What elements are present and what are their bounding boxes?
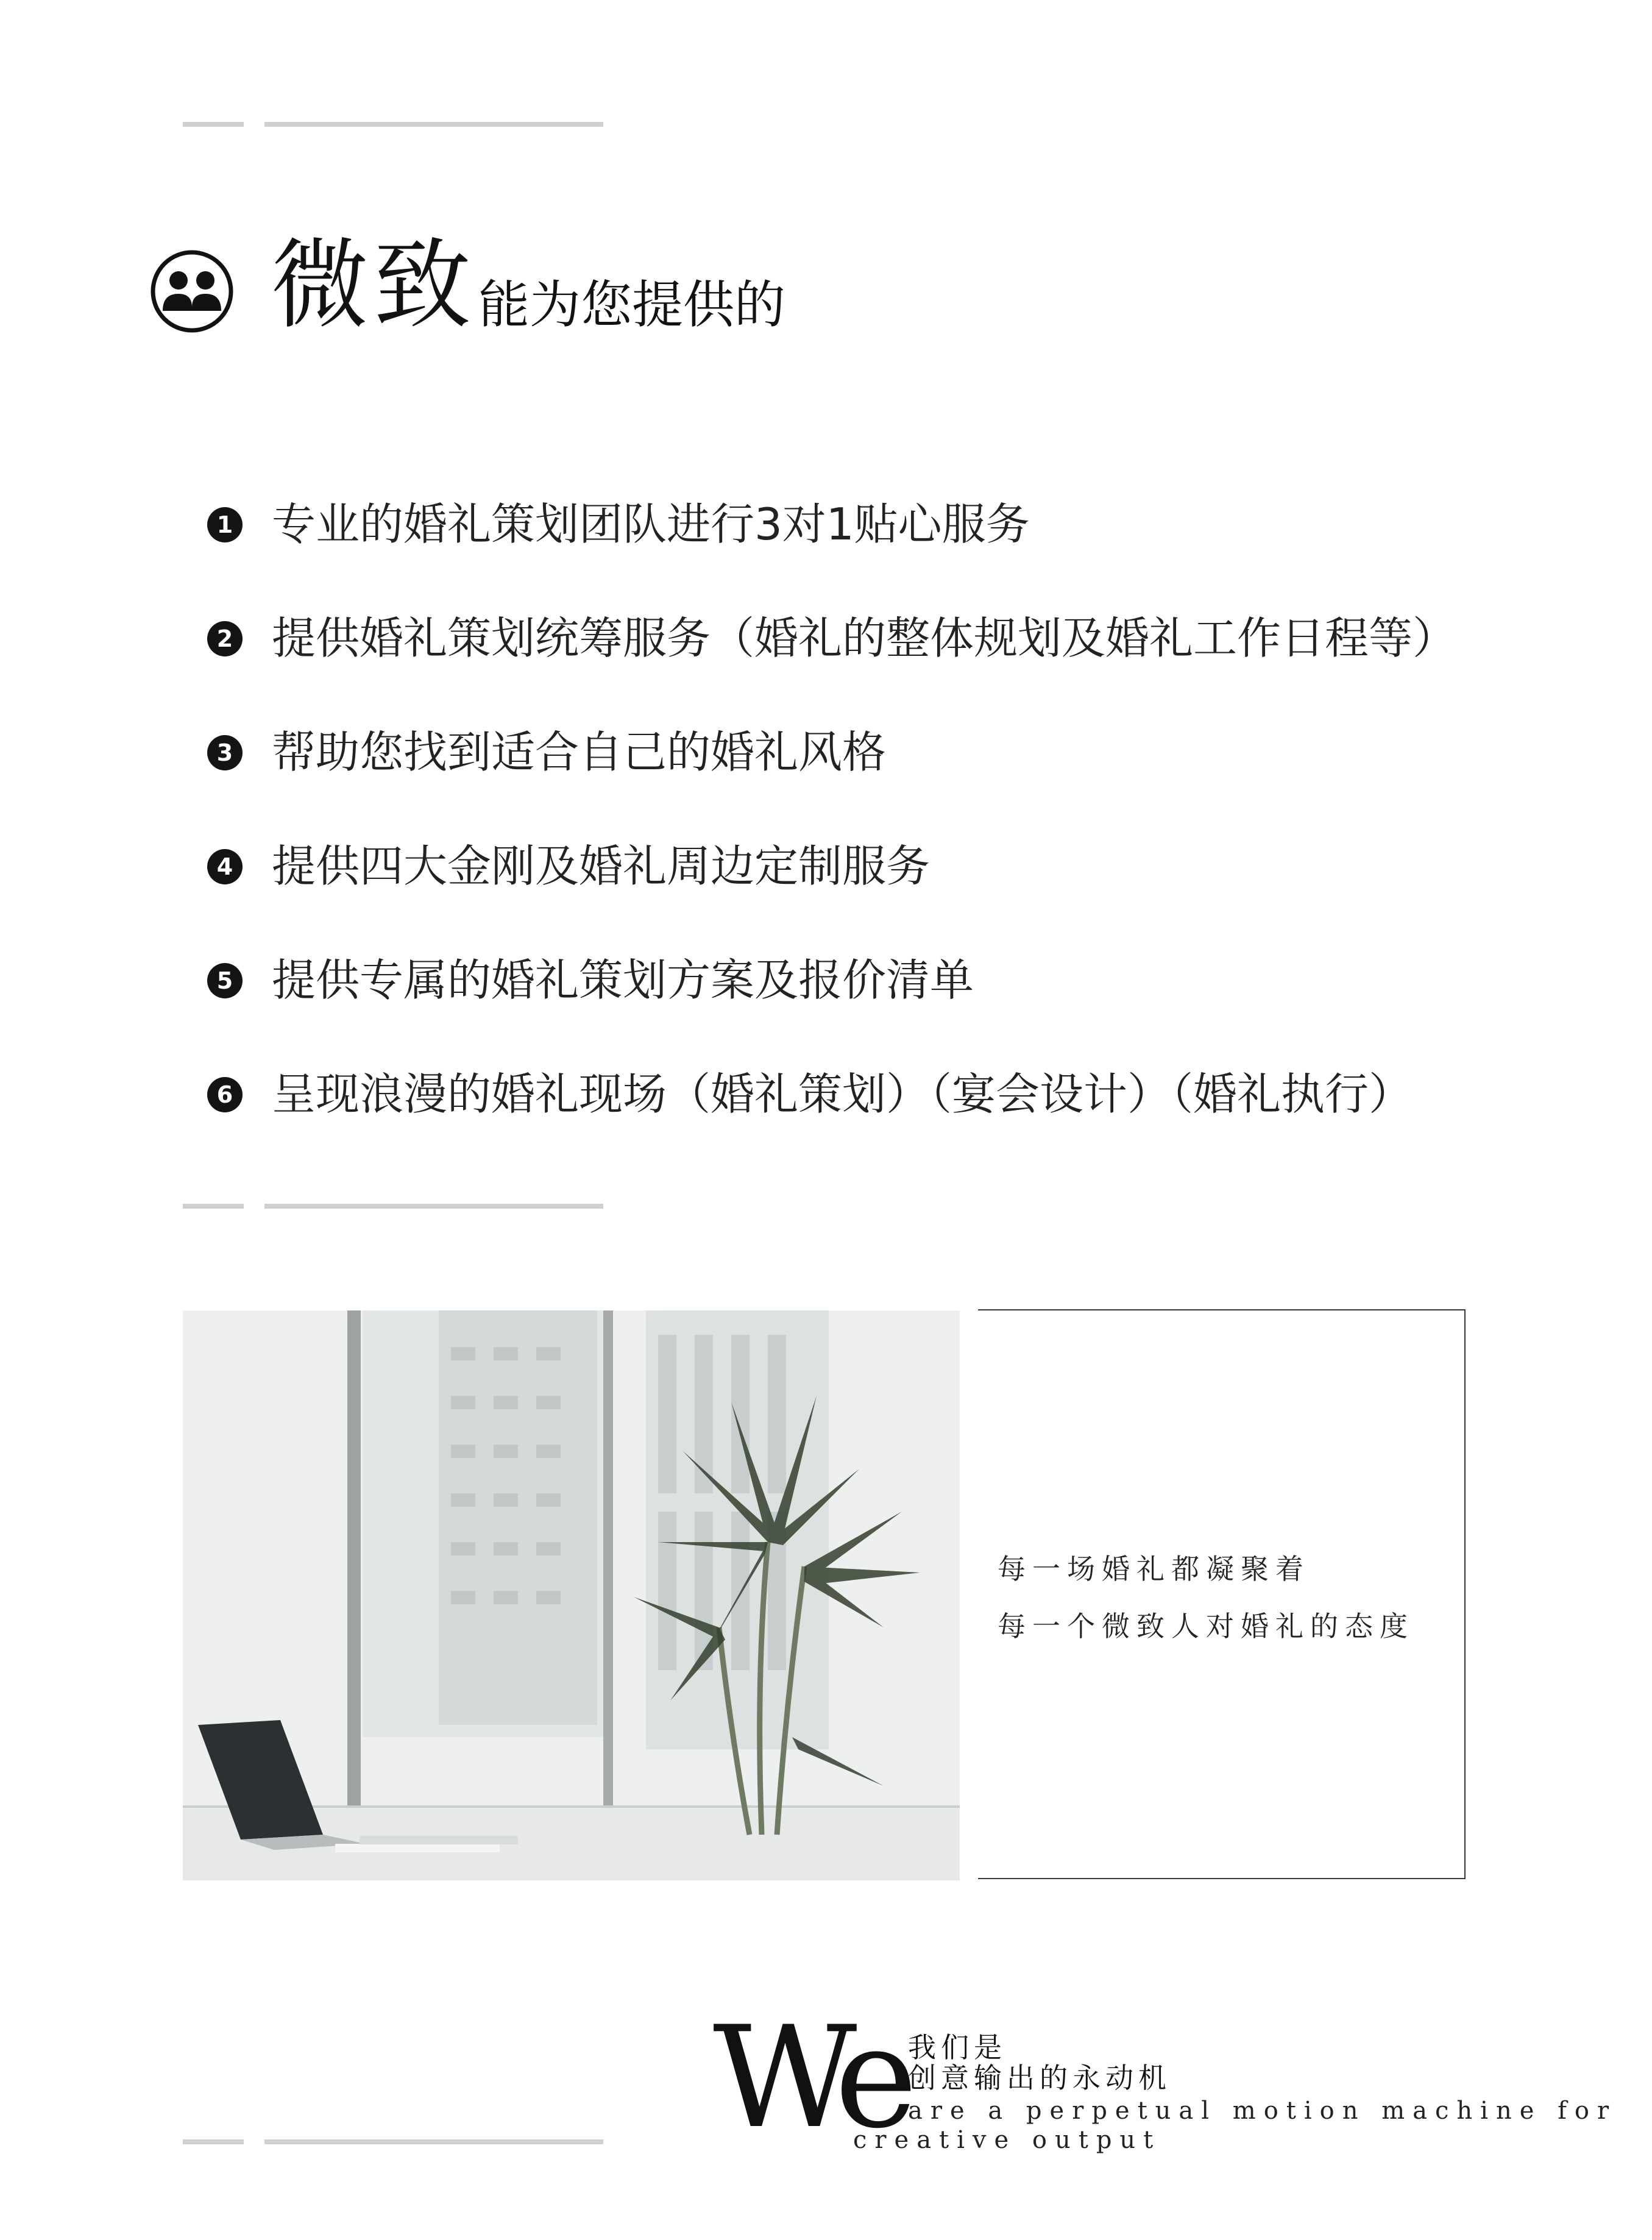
office-photo (183, 1310, 960, 1880)
number-badge: 6 (207, 1077, 243, 1112)
number-badge: 1 (207, 507, 243, 542)
tagline-cn-line-2: 创意输出的永动机 (908, 2061, 1171, 2094)
users-circle-icon (149, 249, 235, 334)
service-text: 提供婚礼策划统筹服务（婚礼的整体规划及婚礼工作日程等） (272, 613, 1457, 664)
middle-divider (183, 1204, 603, 1210)
service-text: 专业的婚礼策划团队进行3对1贴心服务 (272, 499, 1030, 550)
top-divider (183, 122, 603, 128)
service-text: 呈现浪漫的婚礼现场（婚礼策划）（宴会设计）（婚礼执行） (272, 1068, 1413, 1120)
service-text: 提供四大金刚及婚礼周边定制服务 (272, 841, 931, 892)
divider-short-segment (183, 122, 244, 127)
tagline-we: We (713, 1997, 907, 2160)
brand-title: 微致 (271, 228, 477, 342)
number-badge: 3 (207, 735, 243, 770)
service-item (207, 1058, 1572, 1172)
tagline (713, 1997, 1617, 2160)
service-item (207, 602, 1572, 716)
quote-box (978, 1309, 1466, 1879)
number-badge: 4 (207, 849, 243, 884)
tagline-en-line-1: are a perpetual motion machine for (908, 2097, 1617, 2125)
services-list (207, 488, 1572, 1172)
office-illustration (183, 1310, 960, 1880)
number-badge: 2 (207, 621, 243, 656)
divider-long-segment (264, 1204, 603, 1209)
tagline-en-line-2: creative output (853, 2126, 1161, 2154)
divider-short-segment (183, 1204, 244, 1209)
divider-long-segment (264, 2139, 603, 2144)
divider-short-segment (183, 2139, 244, 2144)
divider-long-segment (264, 122, 603, 127)
tagline-cn-line-1: 我们是 (908, 2031, 1007, 2064)
service-text: 帮助您找到适合自己的婚礼风格 (272, 727, 887, 778)
service-text: 提供专属的婚礼策划方案及报价清单 (272, 955, 974, 1006)
number-badge: 5 (207, 963, 243, 998)
bottom-divider (183, 2139, 603, 2146)
service-item (207, 716, 1572, 830)
service-item (207, 944, 1572, 1058)
quote-line-2: 每一个微致人对婚礼的态度 (998, 1610, 1414, 1643)
service-item (207, 488, 1572, 602)
quote-line-1: 每一场婚礼都凝聚着 (998, 1552, 1310, 1585)
heading-subtitle: 能为您提供的 (478, 275, 786, 335)
service-item (207, 830, 1572, 944)
